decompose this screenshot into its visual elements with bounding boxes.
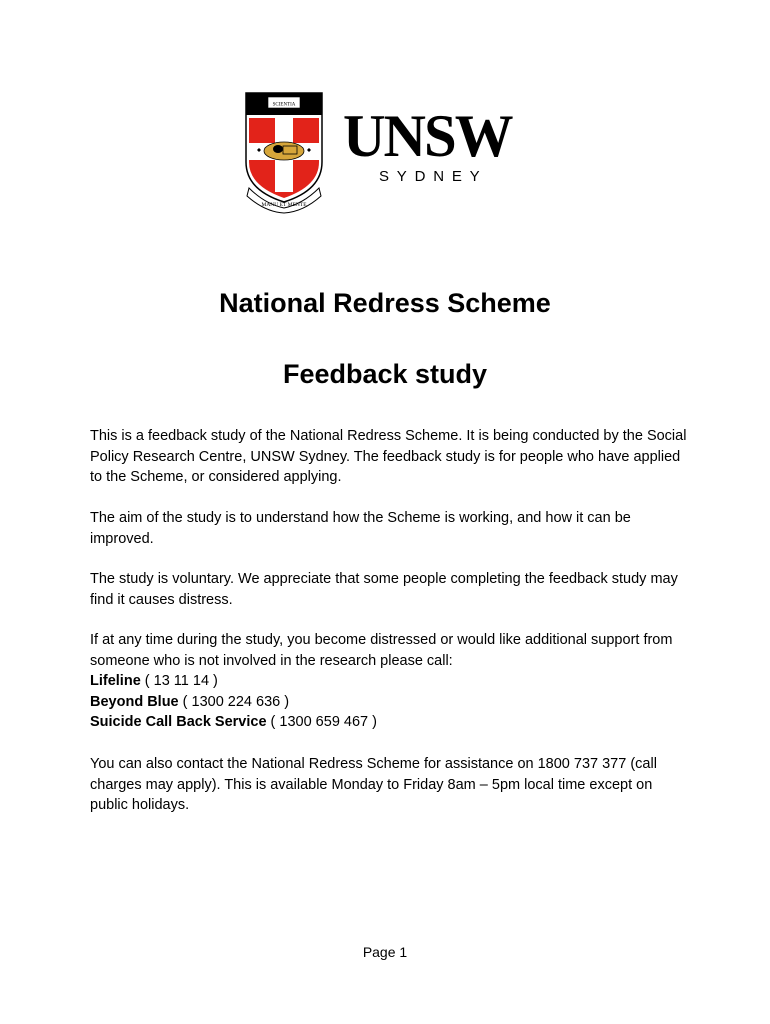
redress-contact-paragraph	[90, 754, 690, 816]
aim-paragraph	[90, 508, 690, 549]
contact-name: Lifeline	[90, 673, 141, 689]
paragraph-text: The aim of the study is to understand how the Scheme is working, and how it can be improved.	[90, 510, 631, 547]
contact-number: ( 13 11 14 )	[140, 673, 218, 689]
svg-text:MANU ET MENTE: MANU ET MENTE	[261, 202, 307, 208]
support-paragraph	[90, 630, 690, 733]
page-number: Page 1	[362, 944, 408, 960]
unsw-wordmark	[343, 103, 515, 185]
wordmark-sydney: SYDNEY	[379, 168, 488, 185]
contact-beyond-blue	[90, 692, 690, 713]
paragraph-text: The study is voluntary. We appreciate that some people completing the feedback study may find it causes distress.	[90, 571, 678, 608]
svg-text:SCIENTIA: SCIENTIA	[272, 102, 296, 108]
paragraph-text: This is a feedback study of the National Redress Scheme. It is being conducted by the Social Policy Research Centre, UNSW Sydney. The feedback study is for people who have applied to the Scheme, or considered applying.	[90, 428, 687, 485]
unsw-logo	[245, 92, 545, 214]
contact-number: ( 1300 224 636 )	[178, 693, 290, 710]
document-title: National Redress Scheme	[219, 288, 551, 318]
contact-suicide-call-back	[90, 712, 690, 733]
voluntary-paragraph	[90, 569, 690, 610]
unsw-crest-icon	[245, 92, 323, 214]
contact-name: Suicide Call Back Service	[90, 714, 267, 730]
paragraph-text: You can also contact the National Redress Scheme for assistance on 1800 737 377 (call charges may apply). This is available Monday to Friday 8am – 5pm local time except on public holidays.	[90, 756, 657, 813]
document-subtitle: Feedback study	[282, 359, 488, 389]
wordmark-unsw: UNSW	[343, 103, 512, 169]
paragraph-text: If at any time during the study, you become distressed or would like additional support from someone who is not involved in the research please call:	[90, 632, 673, 669]
intro-paragraph	[90, 426, 690, 488]
contact-lifeline	[90, 671, 690, 692]
contact-number: ( 1300 659 467 )	[266, 714, 377, 730]
contact-name: Beyond Blue	[90, 693, 179, 710]
